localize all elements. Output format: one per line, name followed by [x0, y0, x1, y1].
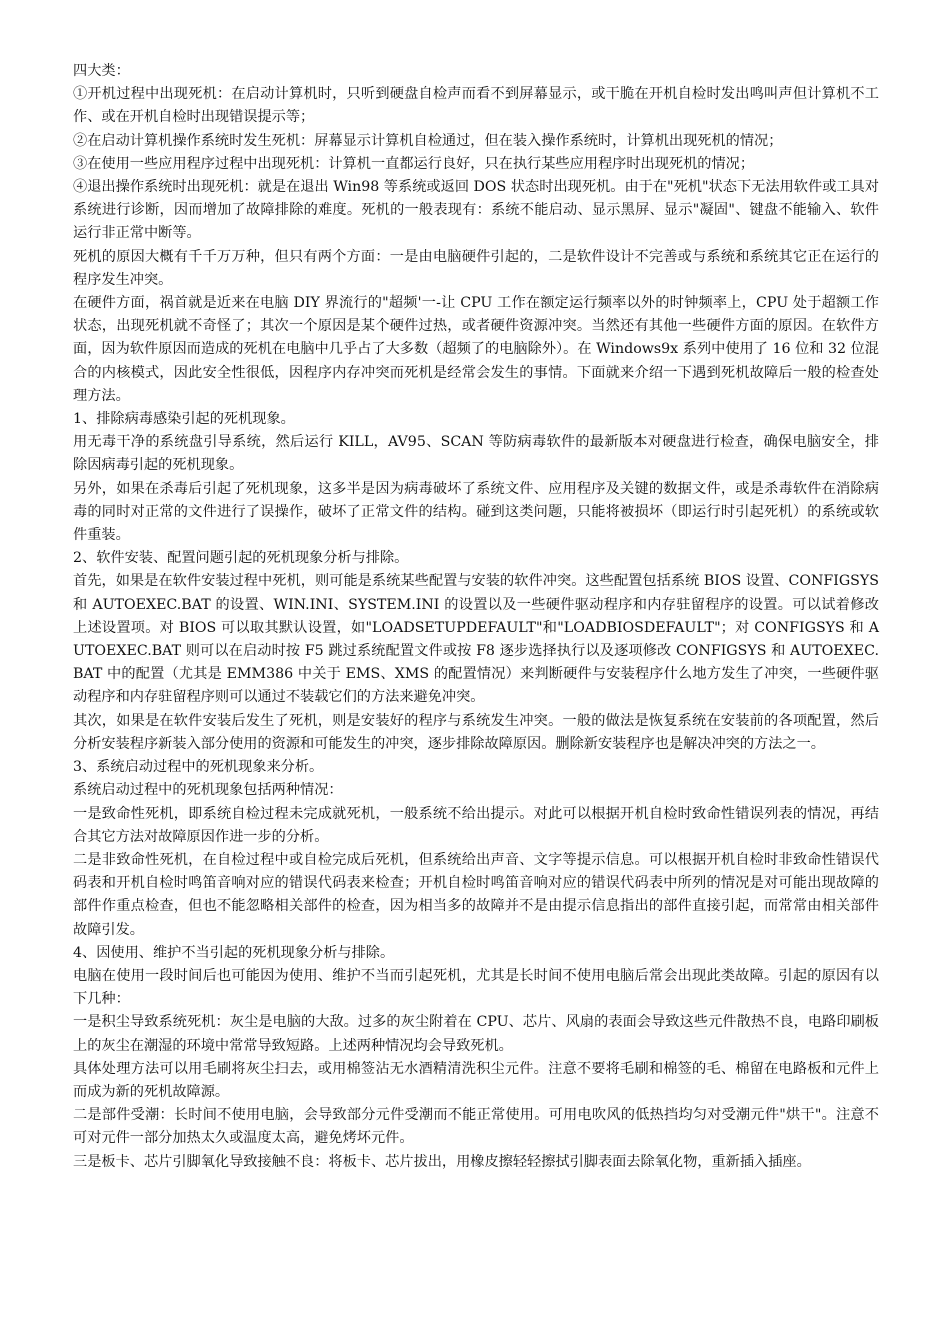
- paragraph-moisture: 二是部件受潮：长时间不使用电脑，会导致部分元件受潮而不能正常使用。可用电吹风的低热挡均匀对受潮元件"烘干"。注意不可对元件一部分加热太久或温度太高，避免烤坏元件。: [73, 1107, 879, 1147]
- paragraph-install-conflict: 首先，如果是在软件安装过程中死机，则可能是系统某些配置与安装的软件冲突。这些配置包括系统 BIOS 设置、CONFIGSYS 和 AUTOEXEC.BAT 的设置、WIN.INI、SYSTEM.INI 的设置以及一些硬件驱动程序和内存驻留程序的设置。可以试着修改上述设置项。对 BIOS 可以取其默认设置，如"LOADSETUPDEFAULT"和"LOADBIOSDEFAULT"；对 CONFIGSYS 和 AUTOEXEC.BAT 则可以在启动时按 F5 跳过系统配置文件或按 F8 逐步选择执行以及逐项修改 CONFIGSYS 和 AUTOEXEC.BAT 中的配置（尤其是 EMM386 中关于 EMS、XMS 的配置情况）来判断硬件与安装程序什么地方发生了冲突，一些硬件驱动程序和内存驻留程序则可以通过不装载它们的方法来避免冲突。: [73, 573, 879, 706]
- paragraph-category-4: ④退出操作系统时出现死机：就是在退出 Win98 等系统或返回 DOS 状态时出现死机。由于在"死机"状态下无法用软件或工具对系统进行诊断，因而增加了故障排除的难度。死机的一般表现有：系统不能启动、显示黑屏、显示"凝固"、键盘不能输入、软件运行非正常中断等。: [73, 179, 879, 242]
- paragraph-nonfatal-crash: 二是非致命性死机，在自检过程中或自检完成后死机，但系统给出声音、文字等提示信息。可以根据开机自检时非致命性错误代码表和开机自检时鸣笛音响对应的错误代码表来检查；开机自检时鸣笛音响对应的错误代码表中所列的情况是对可能出现故障的部件作重点检查，但也不能忽略相关部件的检查，因为相当多的故障并不是由提示信息指出的部件直接引起，而常常由相关部件故障引发。: [73, 851, 879, 938]
- paragraph-boot-two-cases: 系统启动过程中的死机现象包括两种情况：: [73, 782, 343, 799]
- paragraph-virus-damage: 另外，如果在杀毒后引起了死机现象，这多半是因为病毒破坏了系统文件、应用程序及关键的数据文件，或是杀毒软件在消除病毒的同时对正常的文件进行了误操作，破坏了正常文件的结构。碰到这类问题，只能将被损坏（即运行时引起死机）的系统或软件重装。: [73, 480, 879, 544]
- paragraph-causes: 死机的原因大概有千千万万种，但只有两个方面：一是由电脑硬件引起的，二是软件设计不完善或与系统和系统其它正在运行的程序发生冲突。: [73, 248, 879, 288]
- paragraph-category-2: ②在启动计算机操作系统时发生死机：屏幕显示计算机自检通过，但在装入操作系统时，计算机出现死机的情况；: [73, 132, 783, 149]
- paragraph-category-1: ①开机过程中出现死机：在启动计算机时，只听到硬盘自检声而看不到屏幕显示，或干脆在开机自检时发出鸣叫声但计算机不工作、或在开机自检时出现错误提示等；: [73, 86, 879, 126]
- paragraph-dust-cleaning: 具体处理方法可以用毛刷将灰尘扫去，或用棉签沾无水酒精清洗积尘元件。注意不要将毛刷和棉签的毛、棉留在电路板和元件上而成为新的死机故障源。: [73, 1060, 879, 1100]
- section-heading-1: 1、排除病毒感染引起的死机现象。: [73, 411, 295, 428]
- paragraph-post-install: 其次，如果是在软件安装后发生了死机，则是安装好的程序与系统发生冲突。一般的做法是恢复系统在安装前的各项配置，然后分析安装程序新装入部分使用的资源和可能发生的冲突，逐步排除故障原因。删除新安装程序也是解决冲突的方法之一。: [73, 712, 879, 752]
- paragraph-virus-scan: 用无毒干净的系统盘引导系统，然后运行 KILL，AV95、SCAN 等防病毒软件的最新版本对硬盘进行检查，确保电脑安全，排除因病毒引起的死机现象。: [73, 434, 879, 474]
- paragraph-dust: 一是积尘导致系统死机：灰尘是电脑的大敌。过多的灰尘附着在 CPU、芯片、风扇的表面会导致这些元件散热不良，电路印刷板上的灰尘在潮湿的环境中常常导致短路。上述两种情况均会导致死机。: [73, 1014, 879, 1054]
- section-heading-4: 4、因使用、维护不当引起的死机现象分析与排除。: [73, 944, 395, 961]
- section-heading-3: 3、系统启动过程中的死机现象来分析。: [73, 759, 324, 776]
- paragraph-oxidation: 三是板卡、芯片引脚氧化导致接触不良：将板卡、芯片拔出，用橡皮擦轻轻擦拭引脚表面去除氧化物，重新插入插座。: [73, 1153, 811, 1170]
- paragraph-hardware-software: 在硬件方面，祸首就是近来在电脑 DIY 界流行的"超频'一-让 CPU 工作在额定运行频率以外的时钟频率上，CPU 处于超额工作状态，出现死机就不奇怪了；其次一个原因是某个硬件过热，或者硬件资源冲突。当然还有其他一些硬件方面的原因。在软件方面，因为软件原因而造成的死机在电脑中几乎占了大多数（超频了的电脑除外）。在 Windows9x 系列中使用了 16 位和 32 位混合的内核模式，因此安全性很低，因程序内存冲突而死机是经常会发生的事情。下面就来介绍一下遇到死机故障后一般的检查处理方法。: [73, 295, 879, 404]
- paragraph-fatal-crash: 一是致命性死机，即系统自检过程未完成就死机，一般系统不给出提示。对此可以根据开机自检时致命性错误列表的情况，再结合其它方法对故障原因作进一步的分析。: [73, 805, 879, 845]
- paragraph-intro-heading: 四大类：: [73, 63, 130, 79]
- document-body: [73, 60, 879, 1174]
- section-heading-2: 2、软件安装、配置问题引起的死机现象分析与排除。: [73, 550, 409, 567]
- paragraph-category-3: ③在使用一些应用程序过程中出现死机：计算机一直都运行良好，只在执行某些应用程序时出现死机的情况；: [73, 155, 755, 172]
- paragraph-maintenance-causes: 电脑在使用一段时间后也可能因为使用、维护不当而引起死机，尤其是长时间不使用电脑后常会出现此类故障。引起的原因有以下几种：: [73, 967, 879, 1008]
